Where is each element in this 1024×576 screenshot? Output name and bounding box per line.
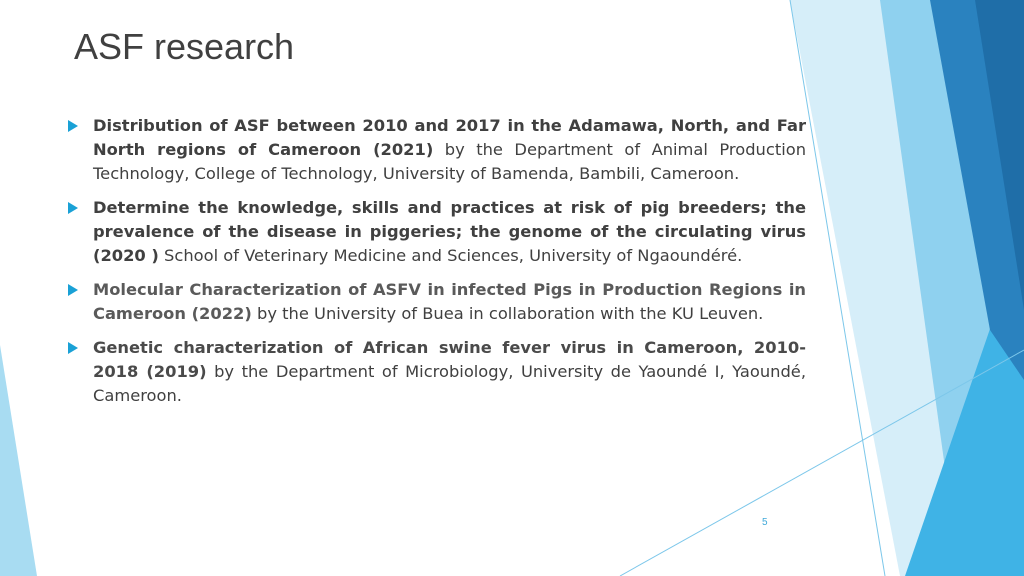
- page-number: 5: [762, 517, 768, 528]
- left-edge-shape: [0, 345, 37, 576]
- list-item: [68, 114, 806, 186]
- bullet-arrow-icon: [68, 120, 78, 132]
- bullet-bold-text: Molecular Characterization of ASFV in infected Pigs in Production Regions in Cameroon (2022): [93, 280, 806, 323]
- bullet-text: [93, 336, 806, 408]
- bullet-arrow-icon: [68, 202, 78, 214]
- list-item: [68, 336, 806, 408]
- list-item: [68, 196, 806, 268]
- bullet-regular-text: by the University of Buea in collaboration with the KU Leuven.: [251, 304, 764, 323]
- bullet-list: [68, 114, 806, 418]
- bullet-text: [93, 278, 806, 326]
- bullet-regular-text: School of Veterinary Medicine and Sciences, University of Ngaoundéré.: [158, 246, 743, 265]
- bullet-text: [93, 196, 806, 268]
- bullet-bold-text: Determine the knowledge, skills and practices at risk of pig breeders; the prevalence of the disease in piggeries; the genome of the circulating virus (2020 ): [93, 198, 806, 265]
- bullet-regular-text: by the Department of Animal Production Technology, College of Technology, University of Bamenda, Bambili, Cameroon.: [93, 140, 807, 183]
- bullet-text: [93, 114, 806, 186]
- bullet-arrow-icon: [68, 284, 78, 296]
- bullet-bold-text: Genetic characterization of African swine fever virus in Cameroon, 2010-2018 (2019): [93, 338, 806, 381]
- list-item: [68, 278, 806, 326]
- bullet-bold-text: Distribution of ASF between 2010 and 2017 in the Adamawa, North, and Far North regions of Cameroon (2021): [93, 116, 806, 159]
- bullet-arrow-icon: [68, 342, 78, 354]
- bullet-regular-text: by the Department of Microbiology, University de Yaoundé I, Yaoundé, Cameroon.: [93, 362, 806, 405]
- slide-title: ASF research: [74, 26, 295, 67]
